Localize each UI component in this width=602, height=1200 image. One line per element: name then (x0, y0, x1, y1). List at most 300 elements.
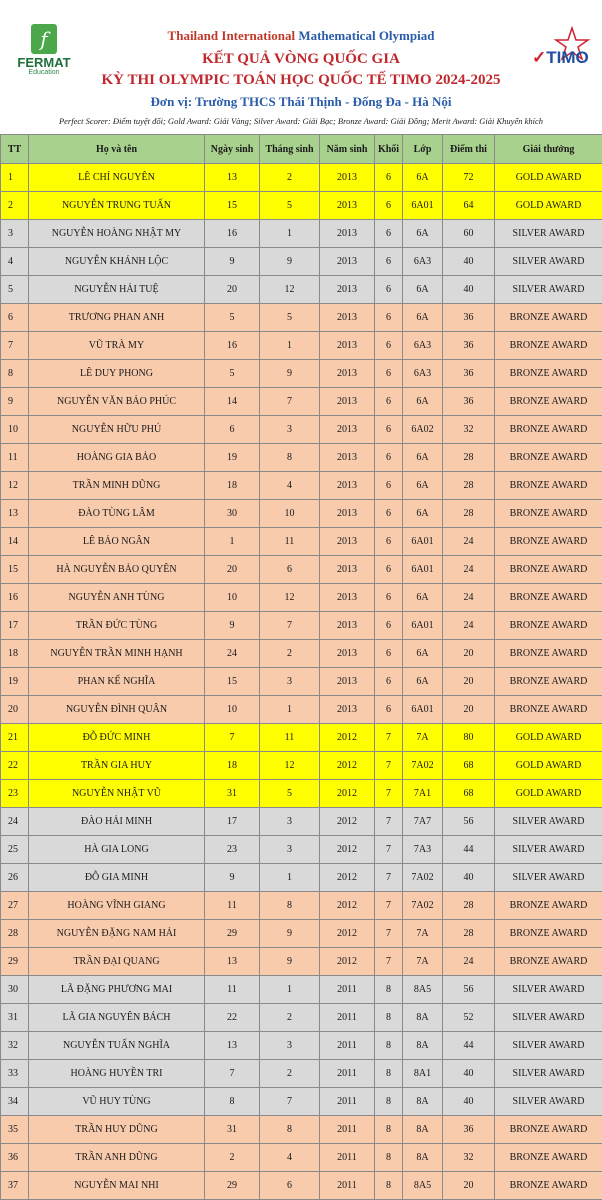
cell-award: SILVER AWARD (495, 248, 602, 276)
table-row (1, 976, 602, 1004)
table-row (1, 808, 602, 836)
cell-grade: 6 (375, 192, 403, 220)
cell-name: PHAN KẾ NGHĨA (29, 668, 205, 696)
cell-name: HOÀNG GIA BẢO (29, 444, 205, 472)
cell-grade: 6 (375, 164, 403, 192)
cell-class: 8A1 (403, 1060, 443, 1088)
timo-check-icon: ✓ (532, 48, 547, 67)
col-header-month: Tháng sinh (260, 135, 320, 164)
cell-award: GOLD AWARD (495, 780, 602, 808)
cell-award: BRONZE AWARD (495, 696, 602, 724)
cell-birth-year: 2013 (320, 612, 375, 640)
cell-award: BRONZE AWARD (495, 444, 602, 472)
cell-tt: 1 (1, 164, 29, 192)
cell-name: NGUYỄN TRẦN MINH HẠNH (29, 640, 205, 668)
cell-score: 36 (443, 360, 495, 388)
cell-name: LÊ BẢO NGÂN (29, 528, 205, 556)
cell-score: 28 (443, 472, 495, 500)
cell-award: SILVER AWARD (495, 836, 602, 864)
table-row (1, 1116, 602, 1144)
cell-birth-month: 1 (260, 976, 320, 1004)
cell-grade: 6 (375, 248, 403, 276)
table-row (1, 864, 602, 892)
col-header-tt: TT (1, 135, 29, 164)
cell-birth-day: 31 (205, 780, 260, 808)
cell-score: 52 (443, 1004, 495, 1032)
cell-tt: 5 (1, 276, 29, 304)
cell-birth-year: 2012 (320, 724, 375, 752)
cell-score: 36 (443, 332, 495, 360)
cell-birth-month: 5 (260, 304, 320, 332)
table-row (1, 1144, 602, 1172)
cell-score: 20 (443, 696, 495, 724)
cell-name: HÀ NGUYỄN BẢO QUYÊN (29, 556, 205, 584)
cell-birth-day: 10 (205, 584, 260, 612)
cell-birth-year: 2012 (320, 948, 375, 976)
olympiad-name-part2: Mathematical Olympiad (298, 28, 435, 43)
cell-tt: 20 (1, 696, 29, 724)
cell-birth-day: 11 (205, 892, 260, 920)
cell-award: BRONZE AWARD (495, 948, 602, 976)
cell-tt: 22 (1, 752, 29, 780)
cell-birth-day: 7 (205, 1060, 260, 1088)
cell-birth-day: 17 (205, 808, 260, 836)
table-row (1, 780, 602, 808)
cell-birth-year: 2011 (320, 1060, 375, 1088)
cell-birth-day: 15 (205, 192, 260, 220)
olympiad-name-part1: Thailand International (167, 28, 296, 43)
cell-birth-year: 2012 (320, 752, 375, 780)
cell-award: GOLD AWARD (495, 724, 602, 752)
cell-award: BRONZE AWARD (495, 556, 602, 584)
cell-birth-day: 8 (205, 1088, 260, 1116)
cell-birth-year: 2013 (320, 416, 375, 444)
cell-award: GOLD AWARD (495, 752, 602, 780)
cell-birth-month: 9 (260, 920, 320, 948)
cell-birth-month: 1 (260, 864, 320, 892)
cell-score: 24 (443, 528, 495, 556)
table-row (1, 556, 602, 584)
cell-score: 20 (443, 668, 495, 696)
cell-birth-year: 2011 (320, 1172, 375, 1200)
fermat-logo-icon: f (31, 24, 57, 54)
cell-tt: 33 (1, 1060, 29, 1088)
cell-birth-day: 13 (205, 1032, 260, 1060)
table-row (1, 640, 602, 668)
cell-birth-day: 5 (205, 360, 260, 388)
cell-class: 6A01 (403, 696, 443, 724)
cell-score: 56 (443, 976, 495, 1004)
results-table-body (1, 164, 602, 1200)
cell-award: BRONZE AWARD (495, 668, 602, 696)
cell-birth-day: 11 (205, 976, 260, 1004)
table-row (1, 1032, 602, 1060)
table-row (1, 360, 602, 388)
cell-birth-year: 2013 (320, 360, 375, 388)
cell-birth-month: 11 (260, 528, 320, 556)
cell-award: BRONZE AWARD (495, 388, 602, 416)
cell-award: BRONZE AWARD (495, 360, 602, 388)
cell-birth-day: 31 (205, 1116, 260, 1144)
cell-birth-month: 7 (260, 1088, 320, 1116)
cell-score: 36 (443, 1116, 495, 1144)
cell-class: 7A02 (403, 752, 443, 780)
cell-tt: 30 (1, 976, 29, 1004)
cell-name: ĐÀO TÙNG LÂM (29, 500, 205, 528)
cell-award: BRONZE AWARD (495, 416, 602, 444)
cell-birth-month: 2 (260, 164, 320, 192)
cell-tt: 18 (1, 640, 29, 668)
cell-score: 28 (443, 920, 495, 948)
cell-grade: 8 (375, 1172, 403, 1200)
cell-award: SILVER AWARD (495, 1004, 602, 1032)
cell-grade: 8 (375, 1144, 403, 1172)
cell-birth-month: 6 (260, 1172, 320, 1200)
cell-class: 8A (403, 1032, 443, 1060)
cell-birth-month: 9 (260, 248, 320, 276)
cell-birth-day: 15 (205, 668, 260, 696)
cell-score: 24 (443, 556, 495, 584)
cell-class: 7A (403, 920, 443, 948)
table-row (1, 304, 602, 332)
cell-grade: 6 (375, 612, 403, 640)
table-row (1, 612, 602, 640)
school-unit: Đơn vị: Trường THCS Thái Thịnh - Đống Đa - Hà Nội (150, 94, 452, 109)
cell-class: 8A (403, 1116, 443, 1144)
cell-class: 6A01 (403, 528, 443, 556)
cell-tt: 26 (1, 864, 29, 892)
cell-award: BRONZE AWARD (495, 640, 602, 668)
cell-birth-month: 3 (260, 668, 320, 696)
cell-name: TRẦN MINH DŨNG (29, 472, 205, 500)
cell-birth-month: 2 (260, 1004, 320, 1032)
timo-logo-text: ✓TIMO (532, 48, 589, 67)
cell-award: BRONZE AWARD (495, 584, 602, 612)
cell-grade: 7 (375, 892, 403, 920)
table-row (1, 584, 602, 612)
cell-class: 6A (403, 304, 443, 332)
cell-grade: 6 (375, 556, 403, 584)
table-row (1, 192, 602, 220)
cell-score: 40 (443, 864, 495, 892)
cell-birth-year: 2013 (320, 472, 375, 500)
cell-birth-month: 3 (260, 1032, 320, 1060)
cell-birth-year: 2012 (320, 836, 375, 864)
cell-birth-day: 29 (205, 1172, 260, 1200)
cell-tt: 36 (1, 1144, 29, 1172)
cell-birth-year: 2013 (320, 276, 375, 304)
cell-grade: 8 (375, 1032, 403, 1060)
page-header (0, 0, 602, 134)
cell-birth-year: 2013 (320, 584, 375, 612)
cell-award: SILVER AWARD (495, 276, 602, 304)
cell-tt: 24 (1, 808, 29, 836)
cell-class: 6A (403, 668, 443, 696)
cell-birth-year: 2013 (320, 388, 375, 416)
cell-award: SILVER AWARD (495, 808, 602, 836)
fermat-logo-text: FERMAT (17, 55, 71, 70)
cell-score: 28 (443, 500, 495, 528)
cell-grade: 8 (375, 1116, 403, 1144)
table-row (1, 444, 602, 472)
cell-birth-month: 4 (260, 1144, 320, 1172)
cell-award: SILVER AWARD (495, 1088, 602, 1116)
cell-class: 6A (403, 220, 443, 248)
cell-birth-month: 12 (260, 752, 320, 780)
cell-name: TRẦN ĐỨC TÙNG (29, 612, 205, 640)
cell-name: VŨ HUY TÙNG (29, 1088, 205, 1116)
cell-name: NGUYỄN ĐẶNG NAM HẢI (29, 920, 205, 948)
cell-birth-month: 7 (260, 388, 320, 416)
page-subtitle: KỲ THI OLYMPIC TOÁN HỌC QUỐC TẾ TIMO 2024-2025 (101, 72, 501, 88)
cell-birth-day: 13 (205, 948, 260, 976)
cell-tt: 17 (1, 612, 29, 640)
cell-name: TRẦN HUY DŨNG (29, 1116, 205, 1144)
cell-grade: 7 (375, 724, 403, 752)
table-row (1, 248, 602, 276)
cell-birth-year: 2012 (320, 780, 375, 808)
cell-name: NGUYỄN TRUNG TUẤN (29, 192, 205, 220)
cell-birth-month: 1 (260, 696, 320, 724)
cell-grade: 7 (375, 836, 403, 864)
cell-score: 28 (443, 444, 495, 472)
cell-class: 6A (403, 472, 443, 500)
cell-birth-year: 2011 (320, 1088, 375, 1116)
cell-name: TRẦN GIA HUY (29, 752, 205, 780)
cell-score: 40 (443, 248, 495, 276)
cell-class: 6A (403, 276, 443, 304)
cell-birth-year: 2012 (320, 920, 375, 948)
cell-score: 44 (443, 1032, 495, 1060)
cell-name: NGUYỄN ĐÌNH QUÂN (29, 696, 205, 724)
cell-birth-year: 2013 (320, 304, 375, 332)
cell-birth-year: 2013 (320, 192, 375, 220)
cell-tt: 21 (1, 724, 29, 752)
cell-class: 6A01 (403, 192, 443, 220)
cell-birth-day: 10 (205, 696, 260, 724)
cell-score: 28 (443, 892, 495, 920)
cell-award: BRONZE AWARD (495, 304, 602, 332)
cell-tt: 25 (1, 836, 29, 864)
cell-tt: 28 (1, 920, 29, 948)
results-table (0, 134, 602, 1200)
cell-award: BRONZE AWARD (495, 500, 602, 528)
cell-award: BRONZE AWARD (495, 1144, 602, 1172)
cell-birth-month: 3 (260, 416, 320, 444)
cell-birth-year: 2013 (320, 332, 375, 360)
cell-birth-year: 2011 (320, 1116, 375, 1144)
cell-tt: 13 (1, 500, 29, 528)
cell-birth-year: 2013 (320, 220, 375, 248)
cell-class: 8A (403, 1088, 443, 1116)
cell-award: SILVER AWARD (495, 1060, 602, 1088)
cell-grade: 6 (375, 388, 403, 416)
cell-class: 8A5 (403, 1172, 443, 1200)
cell-birth-day: 9 (205, 864, 260, 892)
cell-name: NGUYỄN ANH TÙNG (29, 584, 205, 612)
cell-class: 7A3 (403, 836, 443, 864)
cell-name: NGUYỄN VĂN BẢO PHÚC (29, 388, 205, 416)
col-header-class: Lớp (403, 135, 443, 164)
cell-award: BRONZE AWARD (495, 1172, 602, 1200)
cell-tt: 12 (1, 472, 29, 500)
cell-score: 40 (443, 276, 495, 304)
cell-birth-year: 2013 (320, 248, 375, 276)
cell-score: 72 (443, 164, 495, 192)
cell-birth-month: 8 (260, 892, 320, 920)
cell-birth-month: 8 (260, 444, 320, 472)
table-row (1, 528, 602, 556)
cell-tt: 3 (1, 220, 29, 248)
cell-tt: 8 (1, 360, 29, 388)
cell-name: NGUYỄN HOÀNG NHẬT MY (29, 220, 205, 248)
cell-grade: 6 (375, 528, 403, 556)
cell-tt: 16 (1, 584, 29, 612)
timo-logo (528, 26, 594, 70)
cell-class: 6A01 (403, 612, 443, 640)
cell-award: BRONZE AWARD (495, 892, 602, 920)
cell-score: 32 (443, 416, 495, 444)
cell-name: ĐỖ ĐỨC MINH (29, 724, 205, 752)
cell-birth-day: 29 (205, 920, 260, 948)
cell-grade: 6 (375, 696, 403, 724)
cell-award: SILVER AWARD (495, 864, 602, 892)
cell-tt: 15 (1, 556, 29, 584)
cell-tt: 19 (1, 668, 29, 696)
cell-grade: 8 (375, 976, 403, 1004)
cell-grade: 6 (375, 584, 403, 612)
cell-birth-day: 18 (205, 472, 260, 500)
cell-birth-year: 2012 (320, 864, 375, 892)
cell-class: 6A02 (403, 416, 443, 444)
cell-grade: 7 (375, 920, 403, 948)
cell-class: 7A02 (403, 864, 443, 892)
col-header-year: Năm sinh (320, 135, 375, 164)
cell-birth-day: 14 (205, 388, 260, 416)
cell-birth-month: 1 (260, 220, 320, 248)
cell-class: 7A02 (403, 892, 443, 920)
cell-tt: 31 (1, 1004, 29, 1032)
cell-birth-year: 2013 (320, 668, 375, 696)
cell-class: 6A (403, 500, 443, 528)
table-row (1, 332, 602, 360)
cell-birth-month: 5 (260, 780, 320, 808)
cell-birth-day: 7 (205, 724, 260, 752)
cell-birth-year: 2012 (320, 892, 375, 920)
cell-score: 60 (443, 220, 495, 248)
cell-award: SILVER AWARD (495, 976, 602, 1004)
table-row (1, 500, 602, 528)
cell-award: BRONZE AWARD (495, 920, 602, 948)
cell-tt: 4 (1, 248, 29, 276)
cell-score: 36 (443, 388, 495, 416)
cell-score: 24 (443, 584, 495, 612)
cell-class: 8A (403, 1144, 443, 1172)
cell-tt: 10 (1, 416, 29, 444)
table-row (1, 696, 602, 724)
cell-grade: 8 (375, 1088, 403, 1116)
cell-class: 6A (403, 164, 443, 192)
cell-birth-month: 11 (260, 724, 320, 752)
cell-birth-month: 8 (260, 1116, 320, 1144)
award-legend: Perfect Scorer: Điểm tuyệt đối; Gold Award: Giải Vàng; Silver Award: Giải Bạc; Bronze Award: Giải Đồng; Merit Award: Giải Khuyến khích (58, 116, 544, 126)
cell-grade: 7 (375, 864, 403, 892)
cell-birth-month: 2 (260, 640, 320, 668)
cell-name: TRẦN ANH DŨNG (29, 1144, 205, 1172)
cell-score: 24 (443, 612, 495, 640)
cell-tt: 6 (1, 304, 29, 332)
cell-birth-month: 2 (260, 1060, 320, 1088)
cell-score: 40 (443, 1088, 495, 1116)
cell-grade: 6 (375, 444, 403, 472)
cell-grade: 6 (375, 360, 403, 388)
cell-birth-year: 2013 (320, 640, 375, 668)
cell-class: 6A (403, 584, 443, 612)
cell-class: 7A7 (403, 808, 443, 836)
cell-birth-month: 10 (260, 500, 320, 528)
cell-name: NGUYỄN TUẤN NGHĨA (29, 1032, 205, 1060)
cell-name: NGUYỄN MAI NHI (29, 1172, 205, 1200)
table-row (1, 220, 602, 248)
page-title: KẾT QUẢ VÒNG QUỐC GIA (202, 51, 400, 67)
cell-birth-day: 13 (205, 164, 260, 192)
cell-birth-day: 18 (205, 752, 260, 780)
table-row (1, 724, 602, 752)
cell-birth-year: 2013 (320, 164, 375, 192)
cell-birth-month: 12 (260, 276, 320, 304)
cell-class: 6A (403, 388, 443, 416)
cell-tt: 11 (1, 444, 29, 472)
cell-birth-year: 2011 (320, 976, 375, 1004)
cell-award: SILVER AWARD (495, 220, 602, 248)
cell-score: 36 (443, 304, 495, 332)
cell-name: NGUYỄN HẢI TUỆ (29, 276, 205, 304)
cell-tt: 34 (1, 1088, 29, 1116)
cell-birth-day: 20 (205, 556, 260, 584)
cell-class: 7A (403, 724, 443, 752)
cell-birth-day: 23 (205, 836, 260, 864)
cell-award: GOLD AWARD (495, 164, 602, 192)
cell-tt: 29 (1, 948, 29, 976)
cell-score: 68 (443, 780, 495, 808)
cell-score: 44 (443, 836, 495, 864)
cell-grade: 6 (375, 640, 403, 668)
cell-class: 8A5 (403, 976, 443, 1004)
cell-grade: 7 (375, 780, 403, 808)
cell-birth-year: 2011 (320, 1004, 375, 1032)
cell-birth-month: 6 (260, 556, 320, 584)
cell-score: 80 (443, 724, 495, 752)
cell-award: BRONZE AWARD (495, 332, 602, 360)
cell-name: LÊ CHÍ NGUYÊN (29, 164, 205, 192)
cell-name: TRẦN ĐẠI QUANG (29, 948, 205, 976)
table-row (1, 668, 602, 696)
cell-score: 20 (443, 640, 495, 668)
table-row (1, 948, 602, 976)
cell-birth-day: 16 (205, 332, 260, 360)
cell-birth-day: 9 (205, 248, 260, 276)
cell-class: 6A (403, 640, 443, 668)
cell-birth-month: 9 (260, 948, 320, 976)
cell-name: ĐÀO HẢI MINH (29, 808, 205, 836)
cell-name: LÃ GIA NGUYÊN BÁCH (29, 1004, 205, 1032)
cell-birth-year: 2013 (320, 500, 375, 528)
cell-score: 56 (443, 808, 495, 836)
cell-birth-day: 5 (205, 304, 260, 332)
table-row (1, 1172, 602, 1200)
cell-birth-year: 2011 (320, 1144, 375, 1172)
cell-grade: 6 (375, 304, 403, 332)
